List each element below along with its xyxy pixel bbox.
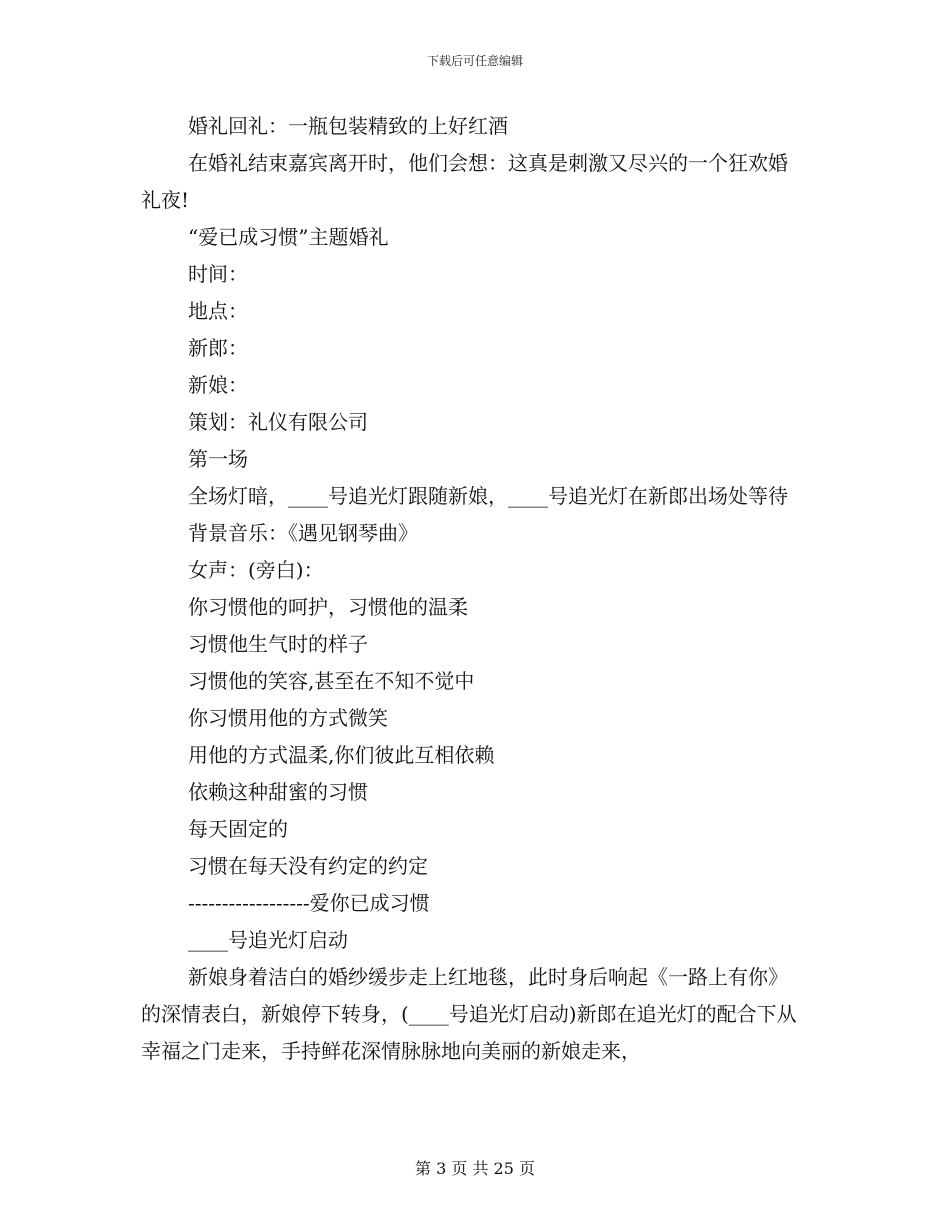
page-header: 下载后可任意编辑	[426, 54, 523, 68]
paragraph: 每天固定的	[188, 817, 288, 841]
paragraph: 第一场	[188, 447, 248, 471]
paragraph: 习惯在每天没有约定的约定	[188, 854, 428, 878]
page-footer: 第 3 页 共 25 页	[415, 1159, 535, 1178]
paragraph: 策划：礼仪有限公司	[188, 410, 368, 434]
paragraph: 在婚礼结束嘉宾离开时，他们会想：这真是刺激又尽兴的一个狂欢婚礼夜!	[141, 151, 788, 212]
document-body	[141, 108, 801, 1070]
paragraph: 女声：(旁白)：	[188, 558, 324, 582]
paragraph: 地点：	[188, 299, 248, 323]
paragraph: ------------------爱你已成习惯	[188, 891, 430, 915]
paragraph: 时间：	[188, 262, 248, 286]
paragraph: 婚礼回礼：一瓶包装精致的上好红酒	[188, 114, 508, 138]
paragraph: 习惯他的笑容,甚至在不知不觉中	[188, 669, 475, 693]
paragraph: 依赖这种甜蜜的习惯	[188, 780, 368, 804]
paragraph: 新娘：	[188, 373, 248, 397]
paragraph: 你习惯他的呵护，习惯他的温柔	[188, 595, 468, 619]
paragraph: 用他的方式温柔,你们彼此互相依赖	[188, 743, 495, 767]
paragraph: 背景音乐：《遇见钢琴曲》	[188, 521, 418, 545]
paragraph: “爱已成习惯”主题婚礼	[188, 225, 389, 249]
paragraph: 新娘身着洁白的婚纱缓步走上红地毯，此时身后响起《一路上有你》的深情表白，新娘停下转身，(____号追光灯启动)新郎在追光灯的配合下从幸福之门走来，手持鲜花深情脉脉地向美丽的新娘走来，	[141, 965, 797, 1063]
paragraph: 全场灯暗，____号追光灯跟随新娘，____号追光灯在新郎出场处等待	[188, 484, 788, 508]
paragraph: ____号追光灯启动	[188, 928, 348, 952]
paragraph: 习惯他生气时的样子	[188, 632, 368, 656]
paragraph: 你习惯用他的方式微笑	[188, 706, 388, 730]
paragraph: 新郎：	[188, 336, 248, 360]
